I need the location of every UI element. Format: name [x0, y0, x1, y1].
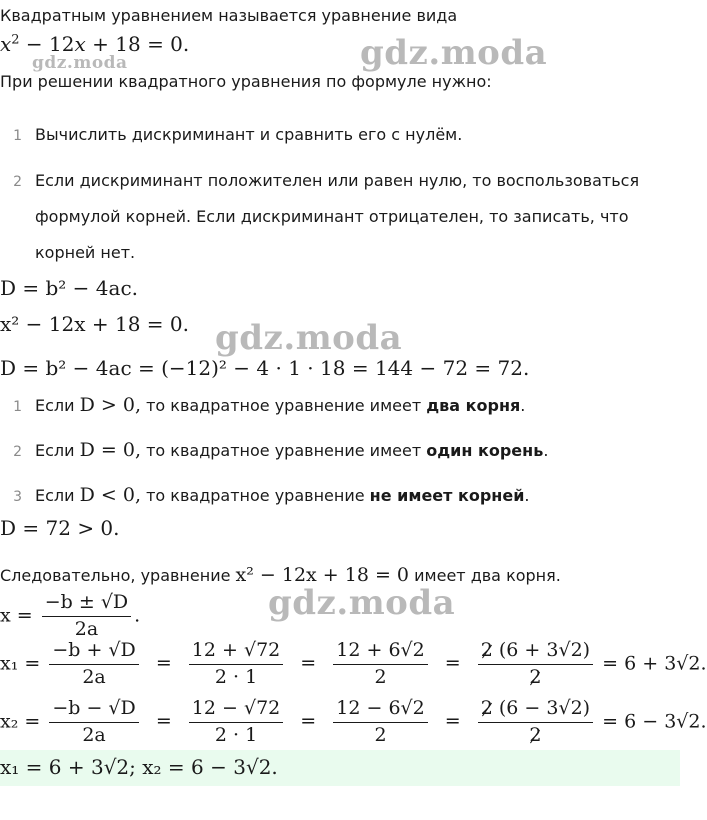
discriminant-value: D = 72 > 0.	[0, 516, 120, 540]
root-x2: x₂ = $\frac{-b - √D}{2a}$ = $\frac{12 - √72}{2 \cdot 1}$ = $\frac{12 - 6√2}{2}$ = $\frac{2 (6 - 3√2)}{2}$ = 6 − 3√2.	[0, 697, 707, 746]
definition-text: Квадратным уравнением называется уравнение вида	[0, 6, 458, 25]
list-item: 1 Если D > 0, то квадратное уравнение имеет два корня.	[13, 394, 526, 416]
general-equation: $x^2 - 12x + 18 = 0$.	[0, 32, 190, 56]
method-text: При решении квадратного уравнения по формуле нужно:	[0, 72, 492, 91]
discriminant-calculation: D = b² − 4ac = (−12)² − 4 · 1 · 18 = 144 − 72 = 72.	[0, 356, 530, 380]
root-x1: x₁ = $\frac{-b + √D}{2a}$ = $\frac{12 + √72}{2 \cdot 1}$ = $\frac{12 + 6√2}{2}$ = $\frac{2 (6 + 3√2)}{2}$ = 6 + 3√2.	[0, 639, 707, 688]
watermark: gdz.moda	[215, 318, 403, 358]
list-item: 1 Вычислить дискриминант и сравнить его с нулём.	[13, 125, 463, 144]
answer: x₁ = 6 + 3√2; x₂ = 6 − 3√2.	[0, 755, 278, 779]
equation: x² − 12x + 18 = 0.	[0, 312, 189, 336]
list-item-continuation: формулой корней. Если дискриминант отрицателен, то записать, что	[35, 207, 629, 226]
watermark: gdz.moda	[268, 583, 456, 623]
list-item: 3 Если D < 0, то квадратное уравнение не имеет корней.	[13, 484, 530, 506]
roots-formula: x = $\frac{-b \pm √D}{2a}$ .	[0, 591, 141, 640]
list-item-continuation: корней нет.	[35, 243, 136, 262]
watermark: gdz.moda	[360, 33, 548, 73]
discriminant-formula: D = b² − 4ac.	[0, 276, 139, 300]
conclusion: Следовательно, уравнение x² − 12x + 18 = 0 имеет два корня.	[0, 564, 561, 586]
watermark-small: gdz.moda	[32, 53, 128, 73]
answer-box	[0, 750, 680, 786]
list-item: 2 Если дискриминант положителен или равен нулю, то воспользоваться	[13, 171, 640, 190]
list-item: 2 Если D = 0, то квадратное уравнение имеет один корень.	[13, 439, 549, 461]
